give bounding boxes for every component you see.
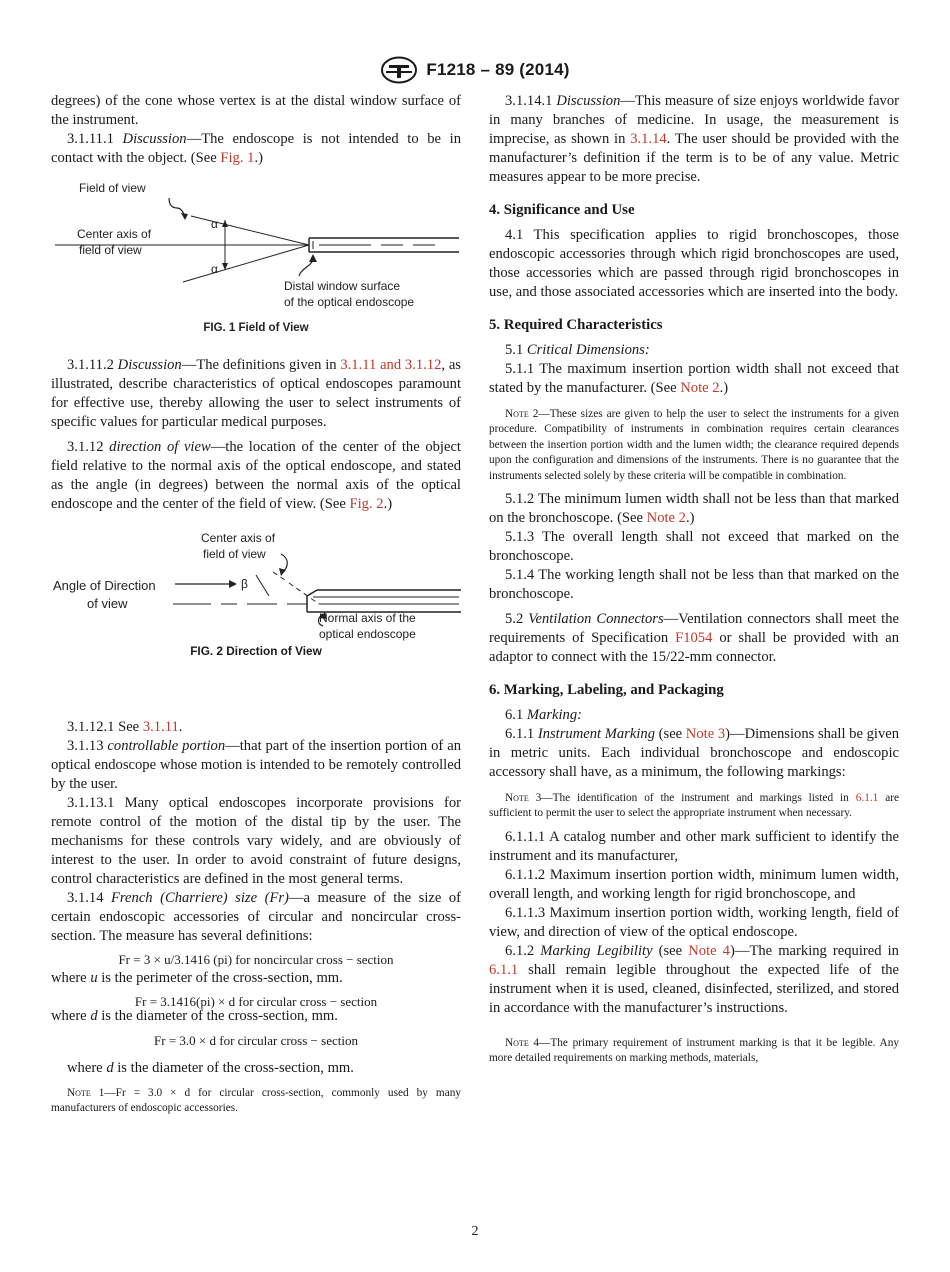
- paragraph-3-1-12-1: 3.1.12.1 See 3.1.11.: [67, 719, 183, 735]
- link-fig-1[interactable]: Fig. 1: [220, 150, 255, 166]
- fig2-label-angle-1: Angle of Direction: [53, 578, 156, 593]
- link-6-1-1-b[interactable]: 6.1.1: [489, 961, 519, 978]
- fig2-caption: FIG. 2 Direction of View: [190, 644, 322, 658]
- paragraph-5-1: 5.1 Critical Dimensions:: [505, 342, 650, 358]
- fig2-beta: β: [241, 577, 248, 591]
- fig1-label-distal-1: Distal window surface: [284, 279, 401, 293]
- fig1-label-distal-2: of the optical endoscope: [284, 295, 415, 309]
- note-4: Note 4—The primary requirement of instrument marking is that it be legible. Any more detailed requirements on marking methods, materials,: [489, 1036, 899, 1065]
- standard-id: F1218 – 89 (2014): [426, 60, 570, 79]
- fig1-caption: FIG. 1 Field of View: [203, 322, 309, 334]
- paragraph-6-1-1-2: 6.1.1.2 Maximum insertion portion width, minimum lumen width, overall length, and working length for rigid bronchoscope, and: [489, 866, 899, 902]
- link-f1054[interactable]: F1054: [675, 630, 713, 647]
- paragraph-6-1: 6.1 Marking:: [505, 707, 583, 724]
- paragraph-5-1-3: 5.1.3 The overall length shall not exceed that marked on the bronchoscope.: [489, 529, 899, 565]
- note-3: Note 3—The identification of the instrument and markings listed in 6.1.1 are sufficient to permit the user to select the appropriate instrument when necessary.: [489, 792, 900, 820]
- section-5-heading: 5. Required Characteristics: [489, 317, 663, 333]
- page-header: [0, 56, 950, 84]
- right-column: [489, 92, 899, 1067]
- equation-2-where: where d is the diameter of the cross-section, mm.: [51, 1008, 338, 1024]
- equation-3: Fr = 3.0 × d for circular cross − section: [154, 1033, 358, 1048]
- fig2-label-normal-1: Normal axis of the: [319, 611, 416, 625]
- figure-2: [51, 528, 461, 718]
- astm-logo-icon: [380, 56, 418, 84]
- fig2-label-center-axis-2: field of view: [203, 547, 266, 561]
- note-2: Note 2—These sizes are given to help the user to select the instruments for a given procedure. Compatibility of instruments in combination requires certain clearances between the insertion portion width and the lumen width; the clearance required depends upon the configuration and dimensions of the instruments. There is no guarantee that the instruments selected solely by these criteria will be compatible in combination.: [489, 408, 899, 482]
- paragraph-3-1-13: 3.1.13 controllable portion—that part of the insertion portion of an optical endoscope whose motion is intended to be remotely controlled by the user.: [51, 738, 461, 792]
- fig1-alpha-top: α: [211, 217, 218, 231]
- link-fig-2[interactable]: Fig. 2: [349, 496, 384, 512]
- fig1-label-center-axis-2: field of view: [79, 243, 142, 257]
- paragraph-3-1-14-1: 3.1.14.1 Discussion—This measure of size enjoys worldwide favor in many branches of medicine. In usage, the measurement is imprecise, as shown in 3.1.14. The user should be provided with the manufacturer’s definition if the term is to be of any value. Metric measures appear to be more precise.: [489, 93, 900, 185]
- fig2-label-center-axis-1: Center axis of: [201, 531, 276, 545]
- figure-1-diagram: [51, 178, 461, 336]
- paragraph-3-1-11-2: 3.1.11.2 Discussion—The definitions given in 3.1.11 and 3.1.12, as illustrated, describe characteristics of optical endoscopes paramount for effective use, thereby allowing the user to select instruments of specific values for particular medical purposes.: [51, 357, 461, 430]
- equation-3-where: where d is the diameter of the cross-section, mm.: [67, 1060, 354, 1076]
- fig1-alpha-bottom: α: [211, 262, 218, 276]
- figure-1: [51, 178, 461, 356]
- fig2-label-angle-2: of view: [87, 596, 128, 611]
- paragraph-3-1-11-1: 3.1.11.1 Discussion—The endoscope is not intended to be in contact with the object. (See Fig. 1.): [51, 131, 461, 166]
- paragraph-3-1-13-1: 3.1.13.1 Many optical endoscopes incorporate provisions for remote control of the motion of the distal tip by the user. The mechanisms for these controls vary widely, and are obviously of interest to the user. In order to avoid constraint of future designs, control characteristics are defined in the most general terms.: [51, 795, 461, 887]
- paragraph-3-1-11-continued: degrees) of the cone whose vertex is at the distal window surface of the instrument.: [51, 93, 461, 128]
- paragraph-3-1-12: 3.1.12 direction of view—the location of the center of the object field relative to the normal axis of the optical endoscope, and stated as the angle (in degrees) between the normal axis of the optical endoscope and the center of the field of view. (See Fig. 2.): [51, 439, 461, 512]
- paragraph-6-1-1-1: 6.1.1.1 A catalog number and other mark sufficient to identify the instrument and its manufacturer,: [489, 828, 899, 864]
- fig1-label-center-axis-1: Center axis of: [77, 227, 152, 241]
- link-3-1-11[interactable]: 3.1.11: [142, 719, 179, 735]
- paragraph-6-1-2: 6.1.2 Marking Legibility (see Note 4)—The marking required in 6.1.1 shall remain legible throughout the expected life of the instrument when it is used, cleaned, disinfected, sterilized, and stored in accordance with the manufacturer’s instructions.: [489, 942, 899, 1016]
- link-6-1-1[interactable]: 6.1.1: [855, 792, 879, 805]
- equation-2: Fr = 3.1416(pi) × d for circular cross − section: [134, 994, 378, 1009]
- page-number: 2: [471, 1224, 479, 1239]
- equation-1: Fr = 3 × u/3.1416 (pi) for noncircular cross − section: [118, 952, 394, 967]
- link-note-3[interactable]: Note 3: [685, 726, 726, 743]
- link-note-4[interactable]: Note 4: [688, 942, 730, 959]
- equation-1-where: where u is the perimeter of the cross-section, mm.: [51, 970, 343, 986]
- fig1-label-field-of-view: Field of view: [79, 181, 146, 195]
- note-1: Note 1—Fr = 3.0 × d for circular cross-section, commonly used by many manufacturers of endoscopic accessories.: [51, 1087, 462, 1115]
- link-note-2[interactable]: Note 2: [680, 380, 720, 396]
- fig2-label-normal-2: optical endoscope: [319, 627, 416, 641]
- paragraph-4-1: 4.1 This specification applies to rigid bronchoscopes, those endoscopic accessories through which rigid bronchoscopes are used, those accessories which are passed through rigid bronchoscopes in use, and those associated accessories which are inserted into the body.: [489, 227, 899, 300]
- link-note-2-b[interactable]: Note 2: [646, 510, 686, 527]
- paragraph-5-1-2: 5.1.2 The minimum lumen width shall not be less than that marked on the bronchoscope. (See Note 2.): [489, 491, 899, 527]
- link-3-1-14[interactable]: 3.1.14: [630, 131, 667, 147]
- paragraph-5-1-1: 5.1.1 The maximum insertion portion width shall not exceed that stated by the manufacturer. (See Note 2.): [489, 361, 899, 396]
- paragraph-5-2: 5.2 Ventilation Connectors—Ventilation connectors shall meet the requirements of Specification F1054 or shall be provided with an adaptor to connect with the 15/22-mm connector.: [489, 611, 900, 666]
- left-column: [51, 92, 461, 1117]
- section-4-heading: 4. Significance and Use: [489, 202, 635, 218]
- paragraph-6-1-1: 6.1.1 Instrument Marking (see Note 3)—Dimensions shall be given in metric units. Each individual bronchoscope and endoscopic accessory shall have, as a minimum, the following markings:: [489, 726, 900, 781]
- section-6-heading: 6. Marking, Labeling, and Packaging: [489, 682, 724, 699]
- paragraph-5-1-4: 5.1.4 The working length shall not be less than that marked on the bronchoscope.: [489, 567, 899, 603]
- link-3-1-11-and-3-1-12[interactable]: 3.1.11 and 3.1.12: [340, 357, 442, 373]
- paragraph-3-1-14: 3.1.14 French (Charriere) size (Fr)—a measure of the size of certain endoscopic accessories of circular and noncircular cross-section. The measure has several definitions:: [51, 890, 461, 944]
- paragraph-6-1-1-3: 6.1.1.3 Maximum insertion portion width, working length, field of view, and direction of view of the optical endoscope.: [489, 904, 899, 940]
